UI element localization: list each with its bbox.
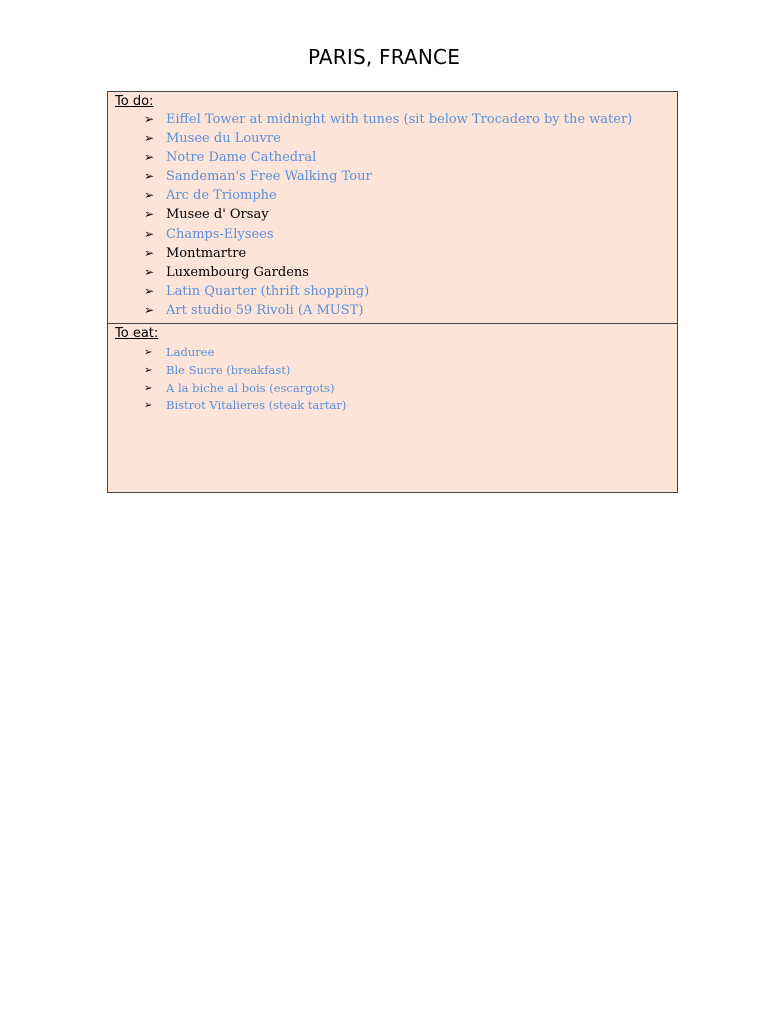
arrowhead-bullet-icon: ➢ [144,264,155,279]
list-item-text: Ble Sucre (breakfast) [166,362,291,377]
list-item [138,167,677,186]
arrowhead-bullet-icon: ➢ [144,226,155,241]
list-item [138,362,677,380]
eat-list [115,344,677,415]
arrowhead-bullet-icon: ➢ [144,283,155,298]
arrowhead-bullet-icon: ➢ [144,131,155,146]
todo-heading: To do: [115,94,154,109]
list-item-text: Latin Quarter (thrift shopping) [166,283,370,299]
list-item-text: Musee d' Orsay [166,207,269,223]
list-item [138,244,677,263]
arrowhead-bullet-icon: ➢ [144,302,155,317]
list-item [138,397,677,415]
arrowhead-bullet-icon: ➢ [144,382,153,394]
list-item [138,186,677,205]
list-item-text: Musee du Louvre [166,131,281,147]
page-title: PARIS, FRANCE [307,45,461,69]
list-item-text: Sandeman's Free Walking Tour [166,169,372,185]
list-item [138,148,677,167]
eat-section [108,324,677,492]
list-item-text: Luxembourg Gardens [166,264,309,280]
list-item [138,301,677,320]
arrowhead-bullet-icon: ➢ [144,112,155,126]
arrowhead-bullet-icon: ➢ [144,188,155,203]
arrowhead-bullet-icon: ➢ [144,150,155,165]
list-item-text: Art studio 59 Rivoli (A MUST) [166,302,364,318]
list-item-text: Bistrot Vitalieres (steak tartar) [166,398,347,413]
arrowhead-bullet-icon: ➢ [144,347,153,358]
list-item [138,263,677,282]
todo-section [108,92,677,324]
arrowhead-bullet-icon: ➢ [144,207,155,222]
arrowhead-bullet-icon: ➢ [144,245,155,260]
list-item [138,129,677,148]
arrowhead-bullet-icon: ➢ [144,400,153,412]
list-item-text: Montmartre [166,245,247,261]
travel-list-table [107,91,678,493]
list-item-text: Arc de Triomphe [166,188,277,204]
arrowhead-bullet-icon: ➢ [144,364,153,376]
todo-list [115,110,677,320]
list-item [138,205,677,224]
list-item [138,344,677,362]
list-item-text: Champs-Elysees [166,226,274,242]
list-item [138,282,677,301]
arrowhead-bullet-icon: ➢ [144,169,155,184]
list-item [138,225,677,244]
list-item-text: Eiffel Tower at midnight with tunes (sit below Trocadero by the water) [166,112,633,127]
list-item-text: A la biche al bois (escargots) [166,380,335,395]
eat-heading: To eat: [115,326,159,341]
list-item-text: Notre Dame Cathedral [166,150,317,166]
list-item [138,110,677,129]
list-item-text: Laduree [166,345,215,359]
list-item [138,380,677,398]
